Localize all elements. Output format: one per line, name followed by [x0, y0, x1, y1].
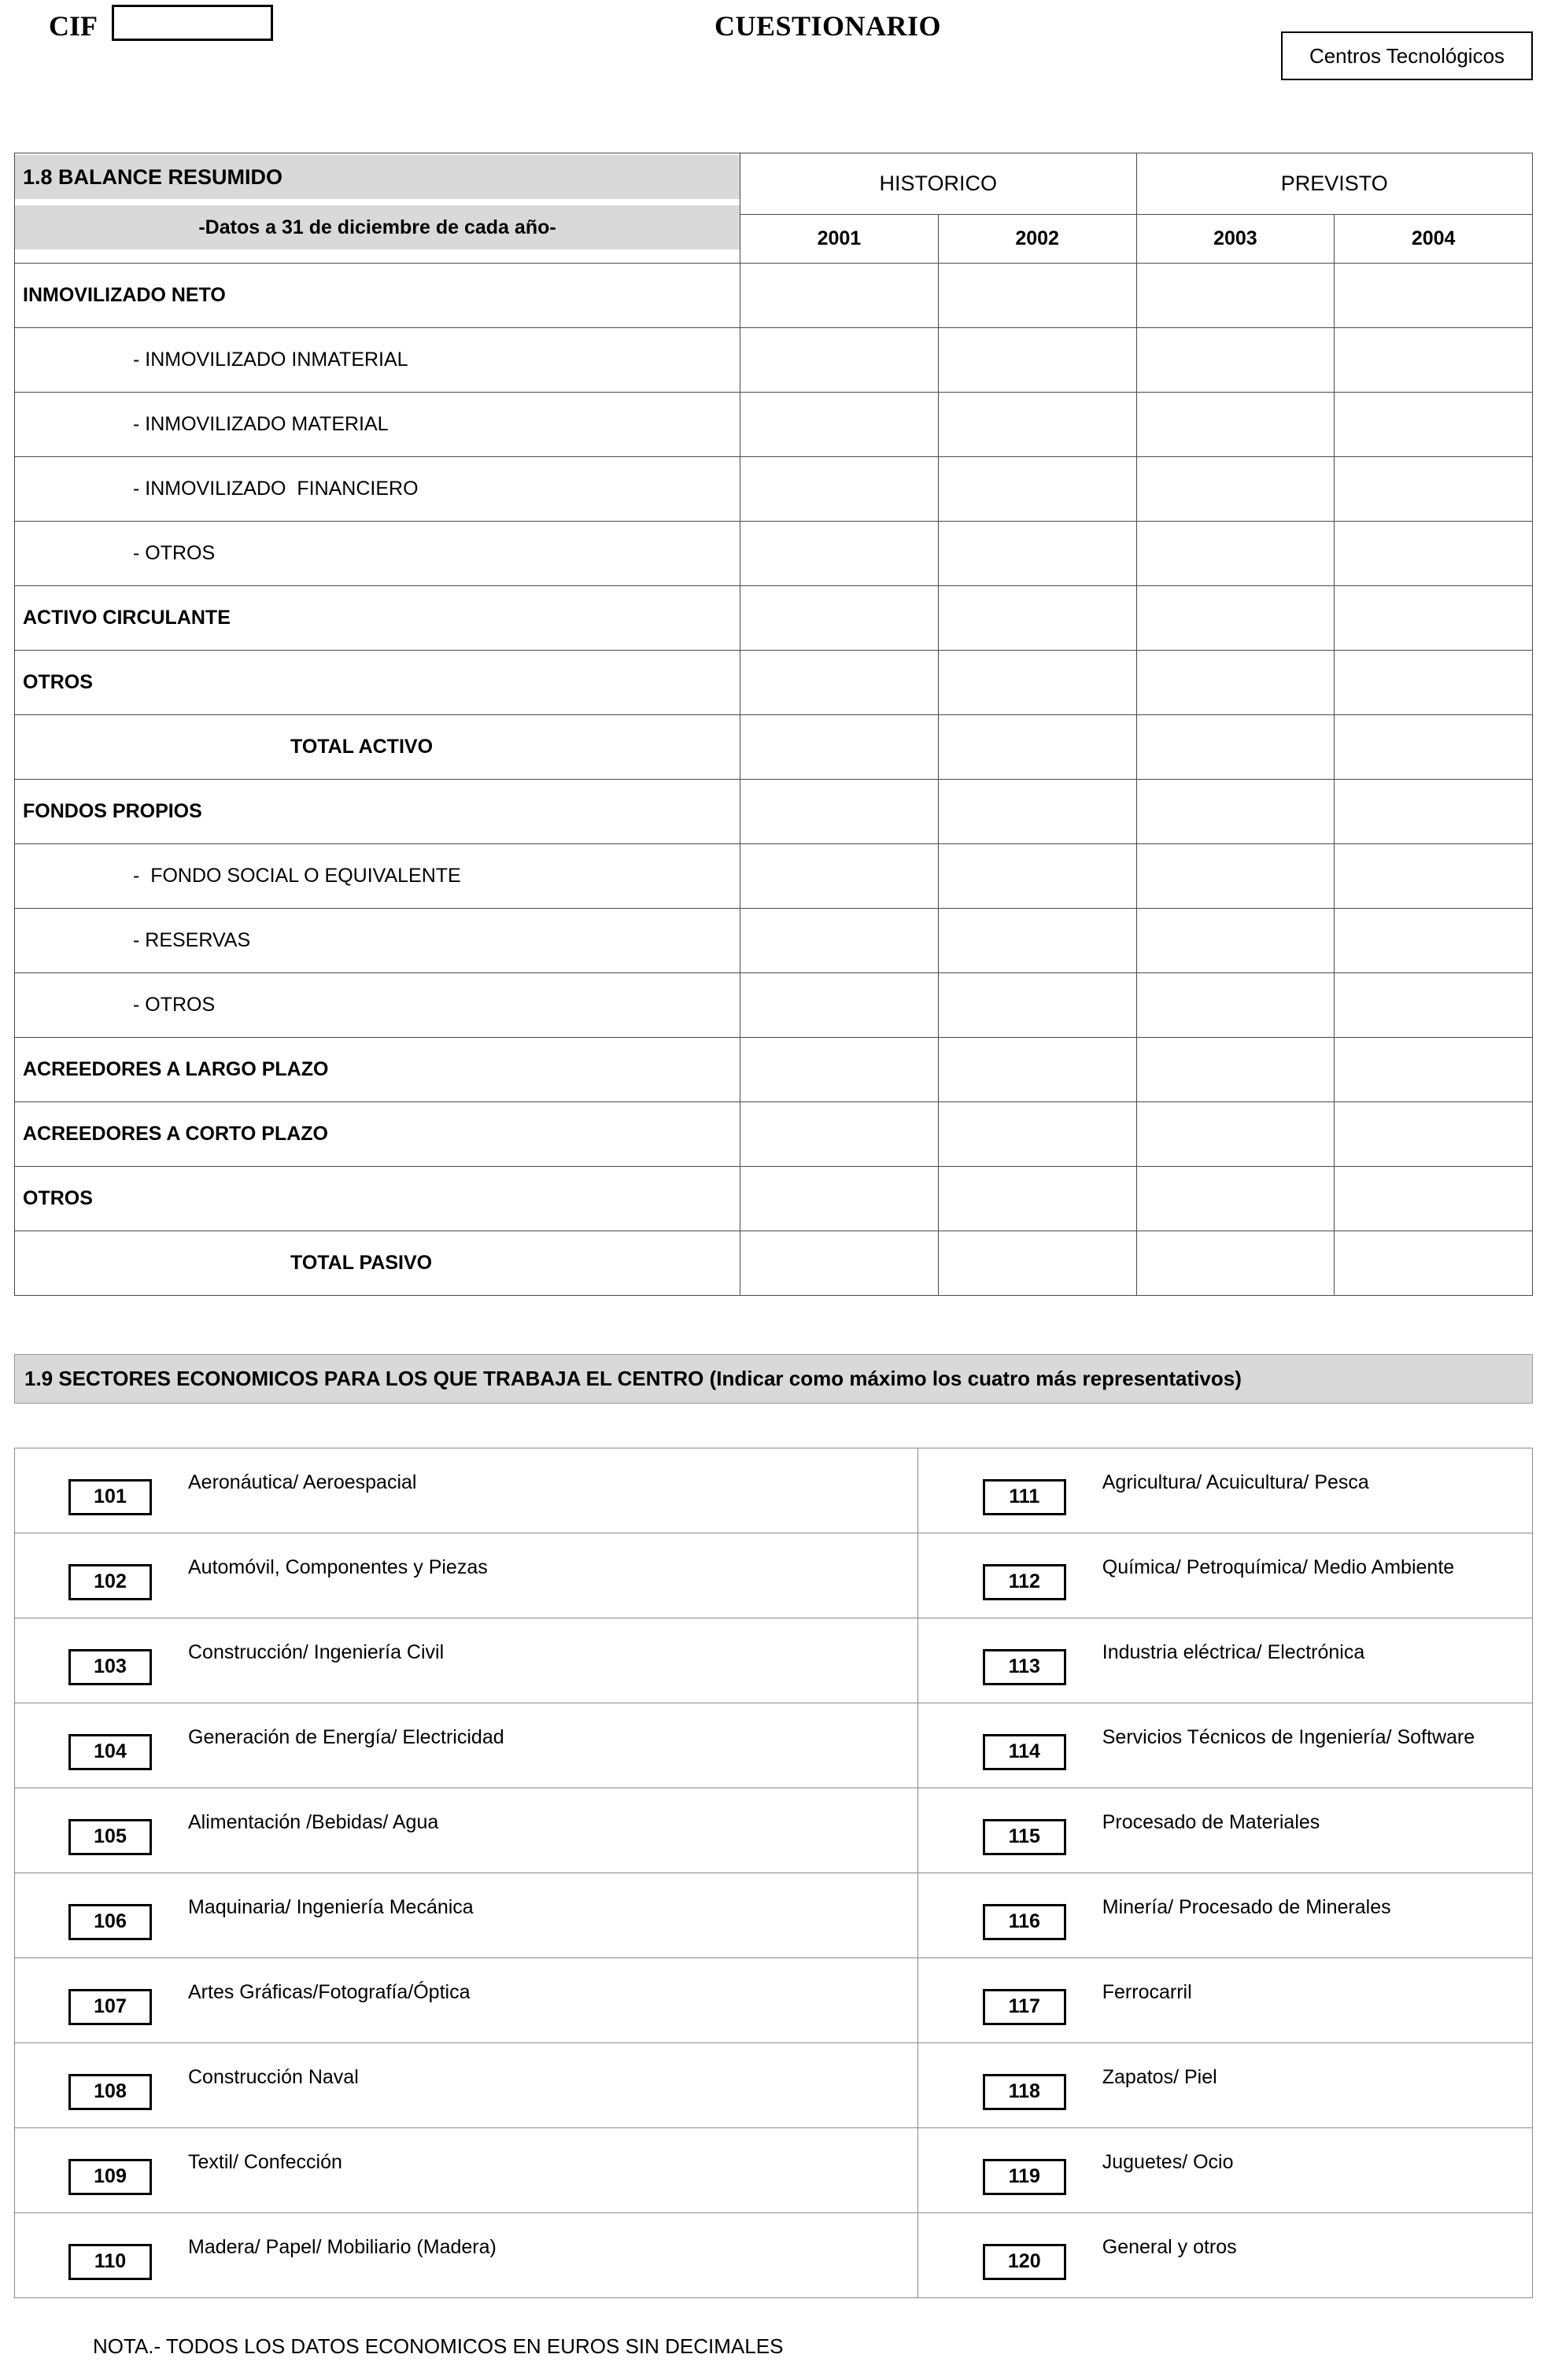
balance-value-cell[interactable]	[1137, 1102, 1335, 1167]
balance-table	[14, 153, 1533, 1296]
sector-label: Juguetes/ Ocio	[1102, 2151, 1234, 2173]
balance-value-cell[interactable]	[740, 393, 939, 457]
sector-item	[918, 1788, 1533, 1873]
cif-label: CIF	[49, 10, 98, 42]
balance-value-cell[interactable]	[939, 328, 1137, 393]
balance-value-cell[interactable]	[1137, 651, 1335, 715]
sector-item	[918, 1873, 1533, 1958]
sector-code-box[interactable]: 115	[983, 1819, 1066, 1855]
balance-value-cell[interactable]	[1137, 1231, 1335, 1296]
sector-item	[15, 2043, 918, 2128]
balance-table-header	[15, 153, 1533, 264]
balance-table-body	[15, 264, 1533, 1296]
balance-value-cell[interactable]	[1335, 1102, 1533, 1167]
balance-value-cell[interactable]	[1335, 1231, 1533, 1296]
balance-value-cell[interactable]	[1137, 586, 1335, 651]
sector-label: Artes Gráficas/Fotografía/Óptica	[188, 1981, 471, 2003]
balance-value-cell[interactable]	[740, 973, 939, 1038]
balance-value-cell[interactable]	[740, 1038, 939, 1102]
page-header	[14, 0, 1533, 102]
sector-code-box[interactable]: 103	[68, 1649, 152, 1685]
balance-value-cell[interactable]	[740, 1167, 939, 1231]
sector-item	[918, 2128, 1533, 2213]
balance-value-cell[interactable]	[1137, 973, 1335, 1038]
balance-value-cell[interactable]	[1137, 457, 1335, 522]
sector-item	[15, 1703, 918, 1788]
sector-label: Construcción Naval	[188, 2066, 359, 2088]
balance-value-cell[interactable]	[1137, 522, 1335, 586]
balance-row-label: TOTAL ACTIVO	[15, 715, 740, 780]
sector-label: Textil/ Confección	[188, 2151, 342, 2173]
balance-value-cell[interactable]	[1137, 393, 1335, 457]
balance-value-cell[interactable]	[1335, 844, 1533, 909]
sector-code-box[interactable]: 114	[983, 1734, 1066, 1770]
cif-input[interactable]	[112, 5, 273, 41]
column-group-previsto: PREVISTO	[1137, 153, 1533, 215]
balance-value-cell[interactable]	[1137, 909, 1335, 973]
sector-label: Procesado de Materiales	[1102, 1811, 1320, 1833]
sector-label: Construcción/ Ingeniería Civil	[188, 1641, 445, 1663]
sector-item	[918, 1958, 1533, 2043]
balance-value-cell[interactable]	[939, 909, 1137, 973]
year-header-2002: 2002	[939, 215, 1137, 264]
balance-value-cell[interactable]	[1137, 1038, 1335, 1102]
balance-value-cell[interactable]	[740, 586, 939, 651]
year-header-2004: 2004	[1335, 215, 1533, 264]
balance-row-label: INMOVILIZADO NETO	[15, 264, 740, 328]
balance-row-label: - FONDO SOCIAL O EQUIVALENTE	[15, 844, 740, 909]
balance-row-label: ACREEDORES A CORTO PLAZO	[15, 1102, 740, 1167]
balance-value-cell[interactable]	[1335, 264, 1533, 328]
sector-code-box[interactable]: 117	[983, 1989, 1066, 2025]
balance-value-cell[interactable]	[1335, 328, 1533, 393]
balance-value-cell[interactable]	[1335, 651, 1533, 715]
balance-value-cell[interactable]	[740, 909, 939, 973]
sector-code-box[interactable]: 104	[68, 1734, 152, 1770]
sector-code-box[interactable]: 111	[983, 1479, 1066, 1515]
balance-value-cell[interactable]	[1137, 780, 1335, 844]
balance-row-label: - INMOVILIZADO FINANCIERO	[15, 457, 740, 522]
sector-label: Generación de Energía/ Electricidad	[188, 1726, 504, 1748]
sector-code-box[interactable]: 102	[68, 1564, 152, 1600]
balance-value-cell[interactable]	[939, 393, 1137, 457]
sector-item	[15, 1618, 918, 1703]
sector-item	[15, 1788, 918, 1873]
balance-section-header	[15, 153, 740, 264]
sector-item	[918, 1618, 1533, 1703]
sector-label: Aeronáutica/ Aeroespacial	[188, 1471, 417, 1493]
balance-value-cell[interactable]	[740, 1231, 939, 1296]
column-group-historico: HISTORICO	[740, 153, 1136, 215]
section-1-8-title: 1.8 BALANCE RESUMIDO	[15, 155, 740, 199]
section-1-9-title: 1.9 SECTORES ECONOMICOS PARA LOS QUE TRABAJA EL CENTRO (Indicar como máximo los cuatro más representativos)	[14, 1354, 1533, 1404]
sector-item	[918, 1703, 1533, 1788]
balance-value-cell[interactable]	[1335, 1038, 1533, 1102]
balance-value-cell[interactable]	[1335, 522, 1533, 586]
balance-value-cell[interactable]	[1335, 393, 1533, 457]
balance-row-label: - RESERVAS	[15, 909, 740, 973]
balance-value-cell[interactable]	[740, 264, 939, 328]
balance-value-cell[interactable]	[1335, 780, 1533, 844]
sector-label: Agricultura/ Acuicultura/ Pesca	[1102, 1471, 1369, 1493]
balance-value-cell[interactable]	[740, 1102, 939, 1167]
sector-code-box[interactable]: 108	[68, 2074, 152, 2110]
sector-code-box[interactable]: 107	[68, 1989, 152, 2025]
sector-item	[918, 1533, 1533, 1618]
section-1-8-subtitle: -Datos a 31 de diciembre de cada año-	[15, 205, 740, 249]
year-header-2001: 2001	[740, 215, 939, 264]
balance-row-label: ACREEDORES A LARGO PLAZO	[15, 1038, 740, 1102]
footer-note: NOTA.- TODOS LOS DATOS ECONOMICOS EN EUROS SIN DECIMALES	[93, 2334, 784, 2358]
balance-row-label: OTROS	[15, 1167, 740, 1231]
sector-label: Minería/ Procesado de Minerales	[1102, 1896, 1391, 1918]
balance-value-cell[interactable]	[939, 586, 1137, 651]
balance-value-cell[interactable]	[1335, 457, 1533, 522]
sector-code-box[interactable]: 109	[68, 2159, 152, 2195]
balance-row-label: FONDOS PROPIOS	[15, 780, 740, 844]
balance-row-label: - OTROS	[15, 973, 740, 1038]
sector-label: Ferrocarril	[1102, 1981, 1192, 2003]
centros-tecnologicos-box: Centros Tecnológicos	[1281, 31, 1533, 80]
balance-value-cell[interactable]	[939, 1038, 1137, 1102]
sector-label: Automóvil, Componentes y Piezas	[188, 1556, 488, 1578]
sector-item	[15, 1533, 918, 1618]
sector-label: Maquinaria/ Ingeniería Mecánica	[188, 1896, 474, 1918]
sector-item	[15, 1873, 918, 1958]
sector-code-box[interactable]: 116	[983, 1904, 1066, 1940]
balance-value-cell[interactable]	[1137, 328, 1335, 393]
balance-value-cell[interactable]	[1335, 973, 1533, 1038]
sector-item	[918, 2213, 1533, 2298]
balance-row-label: TOTAL PASIVO	[15, 1231, 740, 1296]
balance-value-cell[interactable]	[740, 457, 939, 522]
sector-code-box[interactable]: 118	[983, 2074, 1066, 2110]
balance-value-cell[interactable]	[740, 328, 939, 393]
balance-value-cell[interactable]	[1335, 586, 1533, 651]
sector-code-box[interactable]: 119	[983, 2159, 1066, 2195]
balance-value-cell[interactable]	[939, 1231, 1137, 1296]
balance-value-cell[interactable]	[1335, 715, 1533, 780]
balance-value-cell[interactable]	[939, 715, 1137, 780]
sector-item	[15, 2213, 918, 2298]
sector-label: Zapatos/ Piel	[1102, 2066, 1217, 2088]
balance-row-label: - INMOVILIZADO INMATERIAL	[15, 328, 740, 393]
balance-value-cell[interactable]	[939, 973, 1137, 1038]
sector-code-box[interactable]: 113	[983, 1649, 1066, 1685]
balance-value-cell[interactable]	[939, 264, 1137, 328]
sector-item	[15, 2128, 918, 2213]
balance-value-cell[interactable]	[740, 651, 939, 715]
balance-value-cell[interactable]	[939, 1167, 1137, 1231]
balance-value-cell[interactable]	[939, 780, 1137, 844]
balance-value-cell[interactable]	[939, 651, 1137, 715]
sector-label: Servicios Técnicos de Ingeniería/ Software	[1102, 1726, 1475, 1748]
balance-row-label: OTROS	[15, 651, 740, 715]
balance-value-cell[interactable]	[939, 844, 1137, 909]
balance-value-cell[interactable]	[1137, 715, 1335, 780]
balance-value-cell[interactable]	[1335, 1167, 1533, 1231]
sector-code-box[interactable]: 101	[68, 1479, 152, 1515]
sector-item	[15, 1448, 918, 1533]
page-title: CUESTIONARIO	[714, 10, 942, 42]
balance-value-cell[interactable]	[740, 780, 939, 844]
balance-value-cell[interactable]	[740, 844, 939, 909]
balance-value-cell[interactable]	[740, 715, 939, 780]
sector-label: General y otros	[1102, 2236, 1237, 2258]
sector-code-box[interactable]: 110	[68, 2244, 152, 2280]
sector-item	[918, 2043, 1533, 2128]
balance-value-cell[interactable]	[939, 457, 1137, 522]
sector-label: Madera/ Papel/ Mobiliario (Madera)	[188, 2236, 497, 2258]
sector-code-box[interactable]: 105	[68, 1819, 152, 1855]
year-header-2003: 2003	[1137, 215, 1335, 264]
sector-code-box[interactable]: 120	[983, 2244, 1066, 2280]
balance-value-cell[interactable]	[1137, 844, 1335, 909]
balance-value-cell[interactable]	[1137, 1167, 1335, 1231]
balance-value-cell[interactable]	[939, 1102, 1137, 1167]
sector-label: Alimentación /Bebidas/ Agua	[188, 1811, 439, 1833]
sector-item	[15, 1958, 918, 2043]
balance-row-label: - OTROS	[15, 522, 740, 586]
sector-item	[918, 1448, 1533, 1533]
sectors-table	[14, 1448, 1533, 2298]
balance-value-cell[interactable]	[1335, 909, 1533, 973]
balance-row-label: - INMOVILIZADO MATERIAL	[15, 393, 740, 457]
sector-label: Química/ Petroquímica/ Medio Ambiente	[1102, 1556, 1455, 1578]
sector-label: Industria eléctrica/ Electrónica	[1102, 1641, 1365, 1663]
balance-value-cell[interactable]	[1137, 264, 1335, 328]
sector-code-box[interactable]: 112	[983, 1564, 1066, 1600]
sector-code-box[interactable]: 106	[68, 1904, 152, 1940]
balance-value-cell[interactable]	[740, 522, 939, 586]
balance-row-label: ACTIVO CIRCULANTE	[15, 586, 740, 651]
balance-value-cell[interactable]	[939, 522, 1137, 586]
